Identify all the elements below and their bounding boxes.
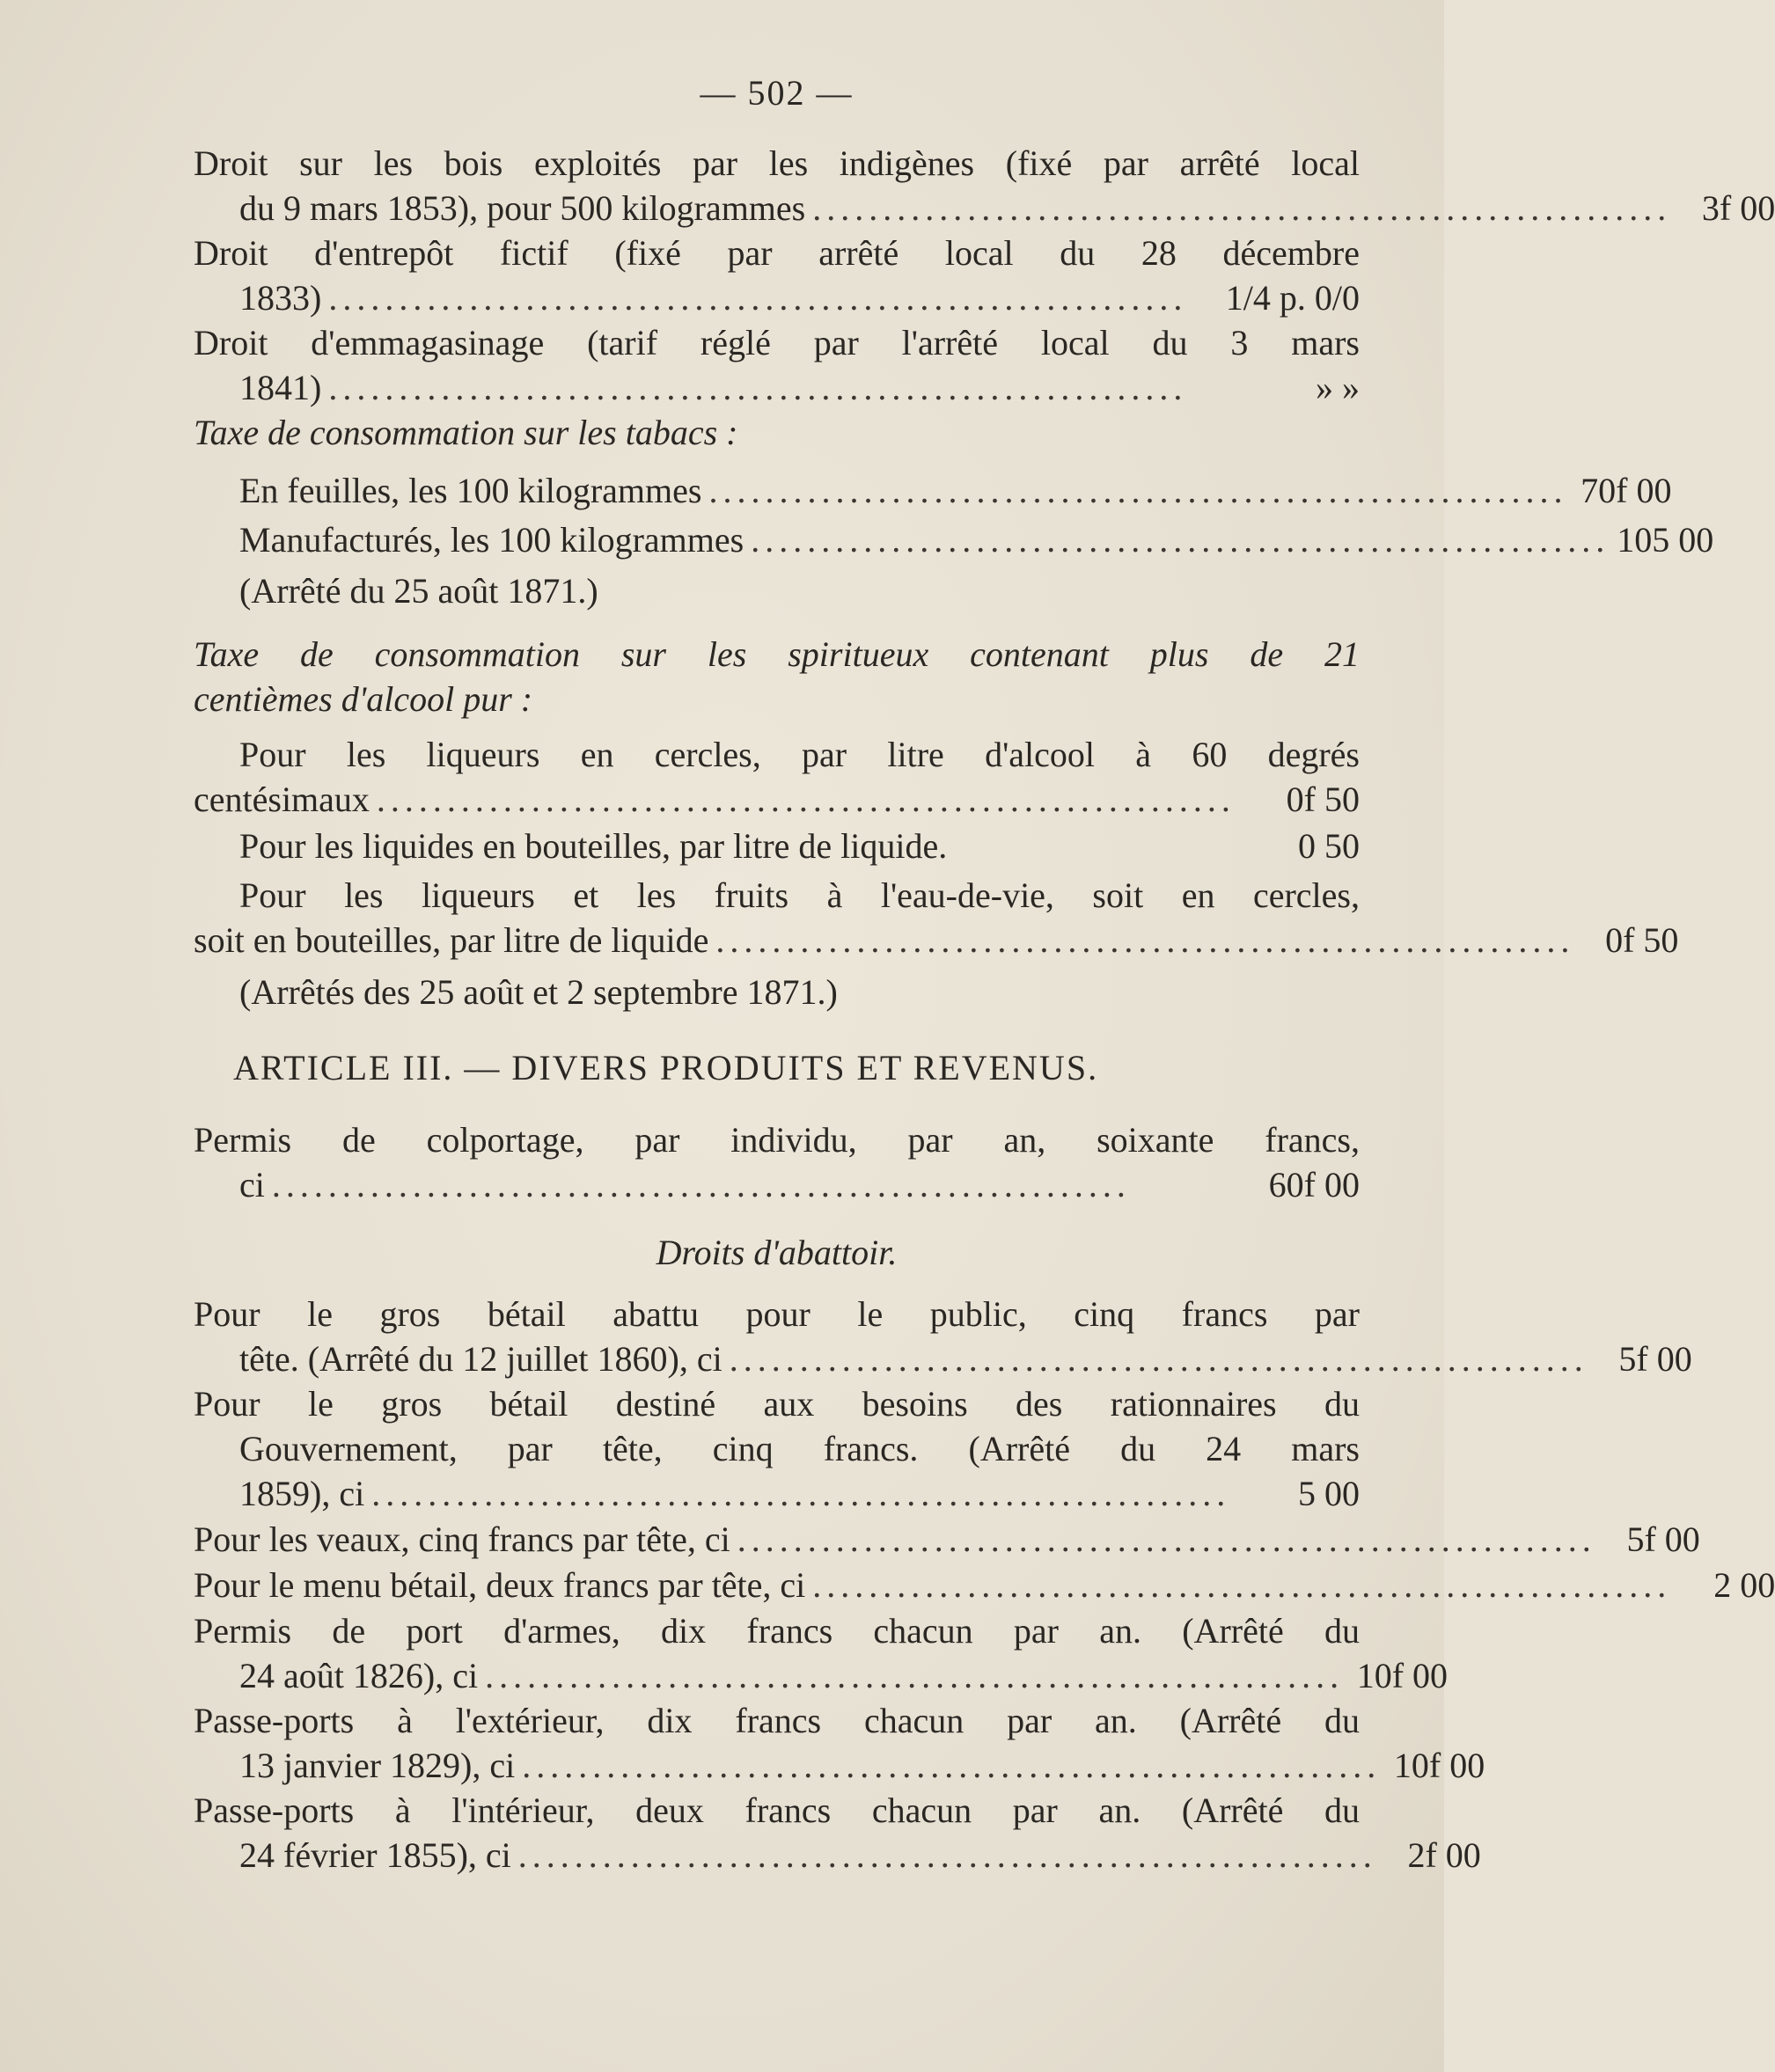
entry-line: Taxe de consommation sur les spiritueux contenant plus de 21 bbox=[194, 634, 1360, 674]
amount: 70f 00 bbox=[1581, 471, 1672, 510]
entry-line: Pour les liqueurs et les fruits à l'eau-de-vie, soit en cercles, bbox=[239, 875, 1360, 915]
dot-leader: ............................................................. bbox=[708, 471, 1568, 510]
entry-title: Taxe de consommation sur les tabacs : bbox=[194, 413, 738, 452]
amount: 10f 00 bbox=[1393, 1746, 1485, 1785]
entry-line: Gouvernement, par tête, cinq francs. (Arrêté du 24 mars bbox=[239, 1429, 1360, 1468]
entry-line: Permis de colportage, par individu, par an, soixante francs, bbox=[194, 1120, 1360, 1160]
entry-taxe-tabacs bbox=[194, 410, 1360, 455]
amount: 5 00 bbox=[1298, 1474, 1360, 1513]
dot-leader: ............................................................. bbox=[376, 780, 1236, 819]
amount: 0 50 bbox=[1298, 826, 1360, 866]
amount: 3f 00 bbox=[1701, 188, 1775, 228]
dot-leader: ............................................................. bbox=[715, 920, 1575, 960]
dot-leader: ............................................................. bbox=[812, 188, 1672, 228]
amount: 10f 00 bbox=[1356, 1656, 1449, 1695]
dot-leader: ............................................................. bbox=[371, 1474, 1231, 1513]
article-heading: ARTICLE III. — DIVERS PRODUITS ET REVENUS. bbox=[233, 1048, 1099, 1087]
entry-menu-betail: Pour le menu bétail, deux francs par tête, ci ............................................................. 2 00 bbox=[194, 1563, 1360, 1607]
entry-passeports-interieur: Passe-ports à l'intérieur, deux francs chacun par an. (Arrêté du 24 février 1855), ci ............................................................. 2f 00 bbox=[194, 1788, 1360, 1878]
amount: » » bbox=[1316, 368, 1360, 407]
section-title: Droits d'abattoir. bbox=[656, 1233, 898, 1272]
entry-line: Pour le gros bétail abattu pour le public, cinq francs par bbox=[194, 1294, 1360, 1334]
amount: 2f 00 bbox=[1407, 1835, 1481, 1875]
entry-veaux: Pour les veaux, cinq francs par tête, ci ............................................................. 5f 00 bbox=[194, 1517, 1360, 1562]
amount: 1/4 p. 0/0 bbox=[1225, 278, 1360, 318]
entry-line: 1841) ............................................................. » » bbox=[194, 365, 1360, 410]
entry-liqueurs-cercles: Pour les liqueurs en cercles, par litre d'alcool à 60 degrés centésimaux ............................................................. 0f 50 bbox=[194, 732, 1360, 822]
entry-line: Pour les liqueurs en cercles, par litre d'alcool à 60 degrés bbox=[239, 735, 1360, 774]
dot-leader: ............................................................. bbox=[729, 1339, 1588, 1379]
amount: 5f 00 bbox=[1618, 1339, 1692, 1379]
dot-leader: ............................................................. bbox=[517, 1835, 1377, 1875]
entry-droit-bois bbox=[194, 141, 1775, 231]
page-number: — 502 — bbox=[700, 73, 854, 113]
dot-leader: ............................................................. bbox=[328, 368, 1188, 407]
entry-taxe-spiritueux: Taxe de consommation sur les spiritueux contenant plus de 21 centièmes d'alcool pur : bbox=[194, 632, 1360, 721]
amount: 0f 50 bbox=[1605, 920, 1679, 960]
dot-leader: ............................................................. bbox=[751, 520, 1610, 560]
entry-tabacs-manufactures: Manufacturés, les 100 kilogrammes ............................................................. 105 00 bbox=[194, 517, 1360, 562]
entry-fruits-eau-de-vie: Pour les liqueurs et les fruits à l'eau-de-vie, soit en cercles, soit en bouteilles, par litre de liquide ............................................................. 0f 50 bbox=[194, 873, 1360, 963]
entry-gros-betail-public: Pour le gros bétail abattu pour le public, cinq francs par tête. (Arrêté du 12 juillet 1860), ci ............................................................. 5f 00 bbox=[194, 1292, 1360, 1381]
entry-note: (Arrêté du 25 août 1871.) bbox=[239, 571, 598, 611]
entry-gros-betail-rationnaires: Pour le gros bétail destiné aux besoins des rationnaires du Gouvernement, par tête, cinq francs. (Arrêté du 24 mars 1859), ci ............................................................. 5 00 bbox=[194, 1381, 1360, 1516]
entry-line: Droit sur les bois exploités par les indigènes (fixé par arrêté local bbox=[194, 143, 1360, 183]
dot-leader: ............................................................. bbox=[271, 1165, 1131, 1204]
entry-port-armes: Permis de port d'armes, dix francs chacun par an. (Arrêté du 24 août 1826), ci ............................................................. 10f 00 bbox=[194, 1608, 1360, 1698]
dot-leader: ............................................................. bbox=[812, 1565, 1672, 1605]
amount: 60f 00 bbox=[1268, 1165, 1360, 1204]
entry-line: 1833) ............................................................. 1/4 p. 0/0 bbox=[194, 275, 1360, 320]
dot-leader: ............................................................. bbox=[328, 278, 1188, 318]
entry-liquides-bouteilles: Pour les liquides en bouteilles, par litre de liquide. 0 50 bbox=[194, 824, 1360, 868]
entry-line: Passe-ports à l'intérieur, deux francs chacun par an. (Arrêté du bbox=[194, 1790, 1360, 1830]
entry-line: Passe-ports à l'extérieur, dix francs chacun par an. (Arrêté du bbox=[194, 1701, 1360, 1740]
entry-line: Droit d'entrepôt fictif (fixé par arrêté local du 28 décembre bbox=[194, 233, 1360, 273]
amount: 105 00 bbox=[1617, 520, 1714, 560]
dot-leader: ............................................................. bbox=[485, 1656, 1345, 1695]
entry-droit-entrepot bbox=[194, 231, 1360, 320]
entry-line: Pour le gros bétail destiné aux besoins des rationnaires du bbox=[194, 1384, 1360, 1424]
entry-line: du 9 mars 1853), pour 500 kilogrammes ............................................................. 3f 00 bbox=[194, 186, 1360, 231]
entry-passeports-exterieur: Passe-ports à l'extérieur, dix francs chacun par an. (Arrêté du 13 janvier 1829), ci ............................................................. 10f 00 bbox=[194, 1698, 1360, 1788]
amount: 2 00 bbox=[1713, 1565, 1775, 1605]
dot-leader: ............................................................. bbox=[522, 1746, 1382, 1785]
entry-permis-colportage: Permis de colportage, par individu, par an, soixante francs, ci ............................................................. 60f 00 bbox=[194, 1117, 1360, 1207]
entry-note: (Arrêtés des 25 août et 2 septembre 1871.) bbox=[239, 972, 838, 1012]
entry-tabacs-feuilles: En feuilles, les 100 kilogrammes ............................................................. 70f 00 bbox=[194, 468, 1360, 513]
entry-line: Droit d'emmagasinage (tarif réglé par l'arrêté local du 3 mars bbox=[194, 323, 1360, 362]
amount: 5f 00 bbox=[1626, 1519, 1700, 1559]
dot-leader: ............................................................. bbox=[737, 1519, 1596, 1559]
entry-line: Permis de port d'armes, dix francs chacun par an. (Arrêté du bbox=[194, 1611, 1360, 1651]
amount: 0f 50 bbox=[1286, 780, 1360, 819]
entry-droit-emmagasinage bbox=[194, 320, 1360, 410]
